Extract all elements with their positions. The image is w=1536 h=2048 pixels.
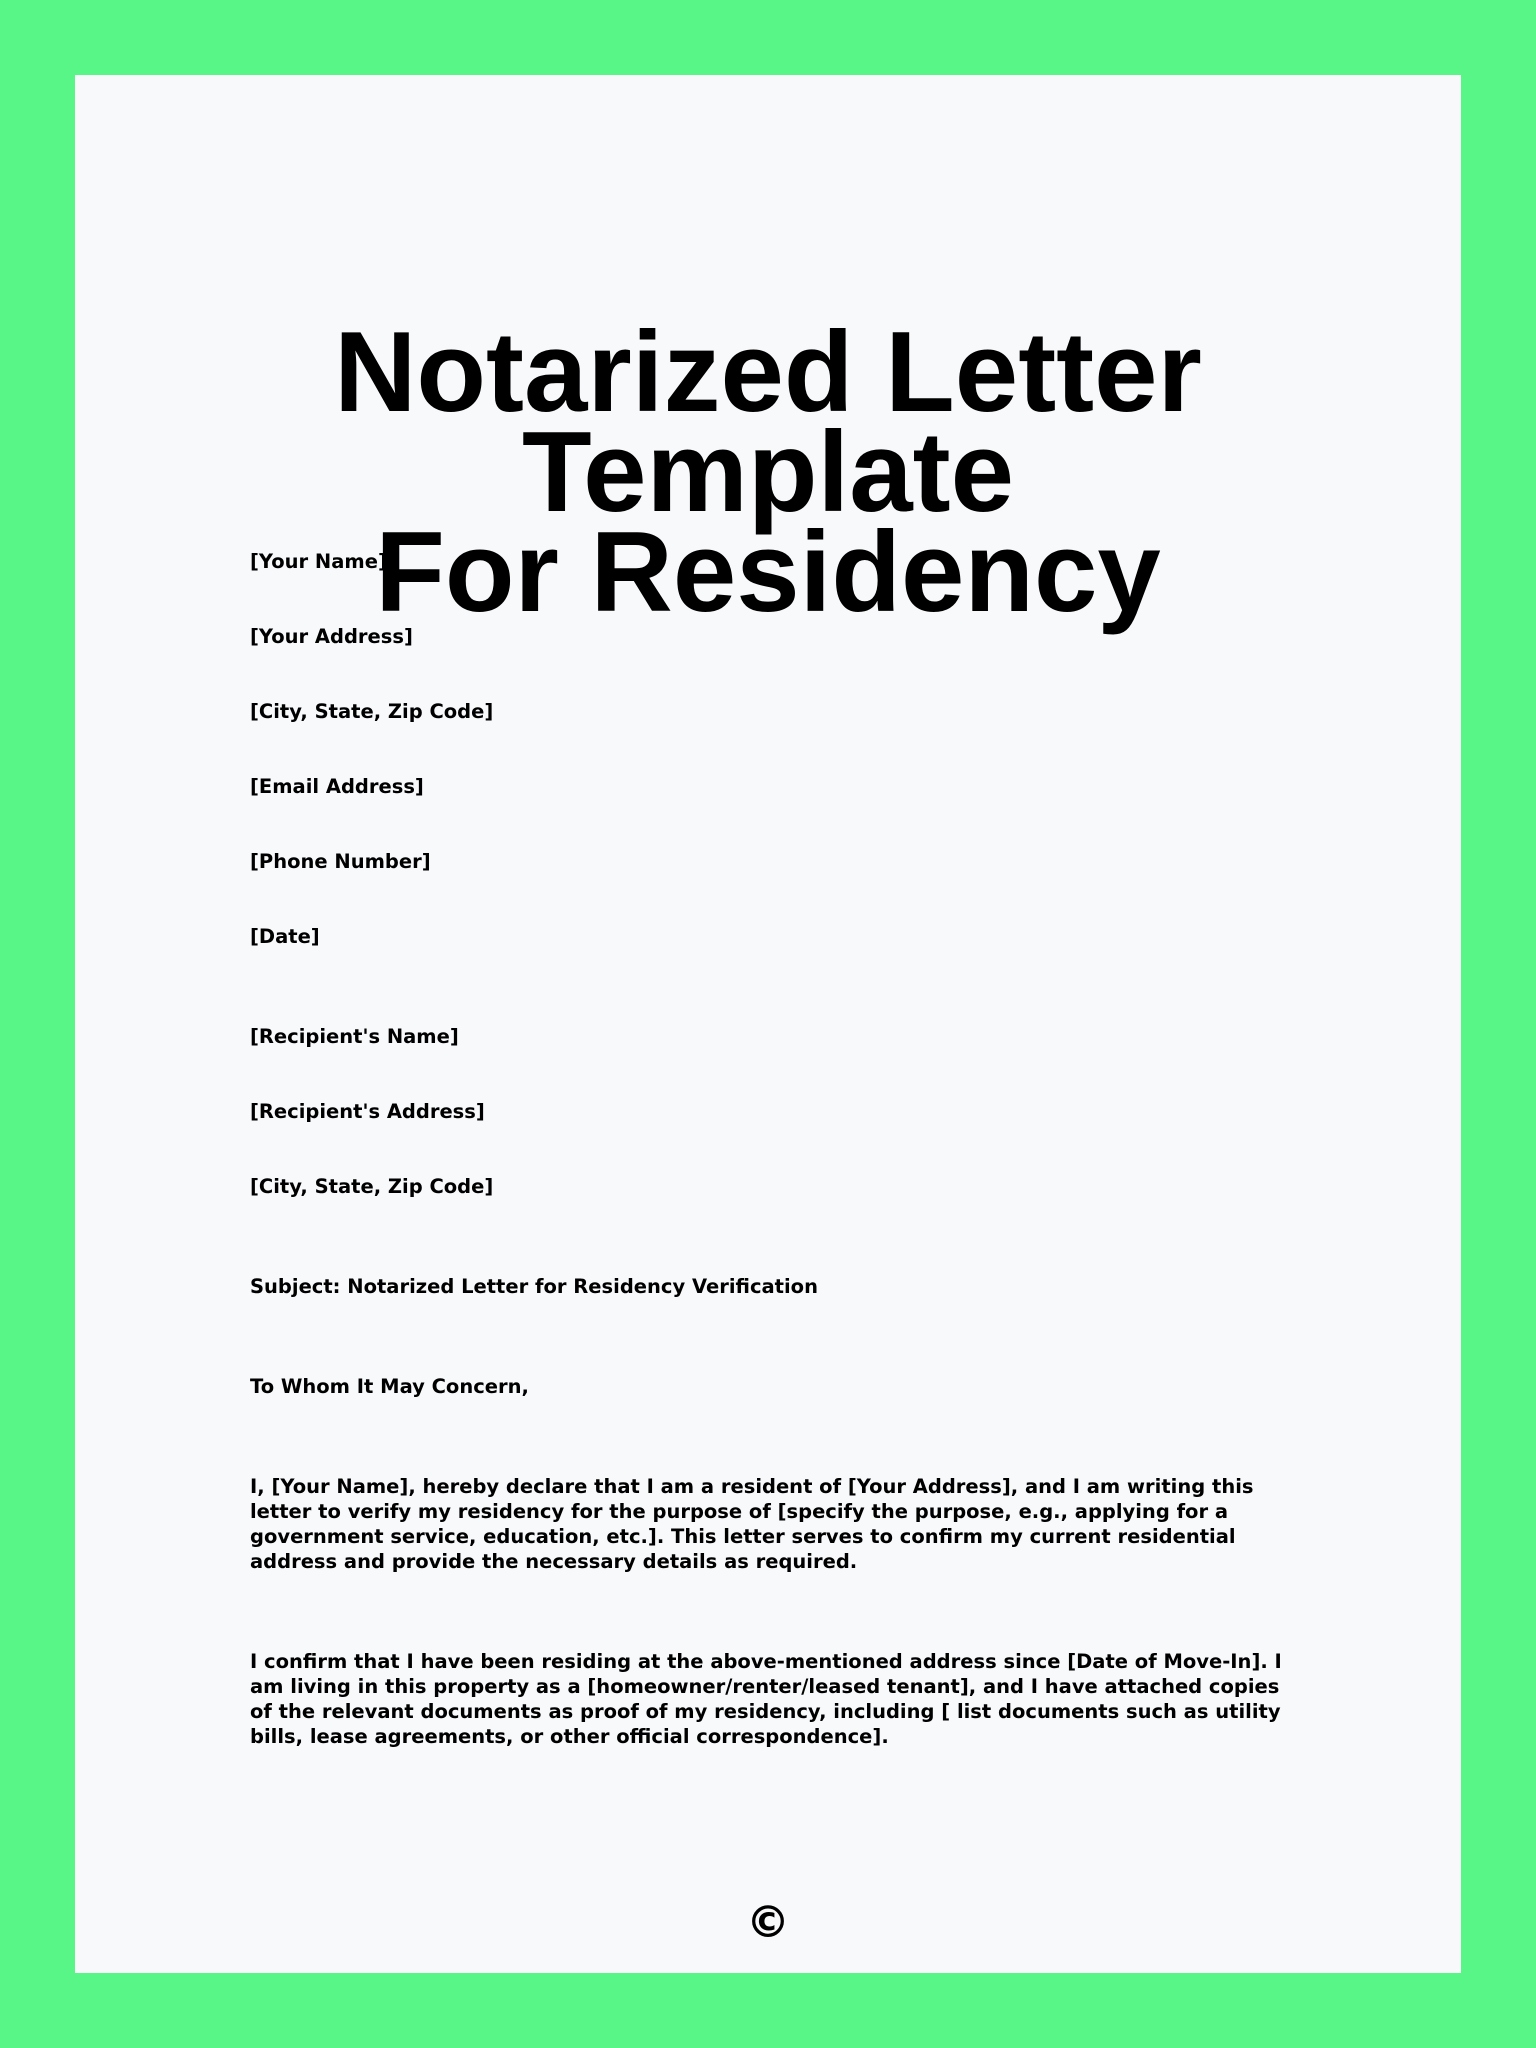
- salutation: To Whom It May Concern,: [250, 1375, 529, 1398]
- document-title: [75, 309, 1461, 636]
- body-paragraph-1: I, [Your Name], hereby declare that I am a resident of [Your Address], and I am writing this letter to verify my residency for the purpose of [specify the purpose, e.g., applying for a government service, education, etc.]. This letter serves to confirm my current residential address and provide the necessary details as required.: [250, 1475, 1254, 1573]
- sender-email: [Email Address]: [250, 775, 424, 798]
- recipient-name: [Recipient's Name]: [250, 1025, 459, 1048]
- title-line-2: For Residency: [375, 509, 1161, 636]
- subject-line: Subject: Notarized Letter for Residency Verification: [250, 1275, 818, 1298]
- sender-city-state-zip: [City, State, Zip Code]: [250, 700, 494, 723]
- title-line-1: Notarized Letter Template: [334, 309, 1202, 536]
- letter-date: [Date]: [250, 925, 320, 948]
- recipient-city-state-zip: [City, State, Zip Code]: [250, 1175, 494, 1198]
- document-page: [75, 75, 1461, 1973]
- sender-address: [Your Address]: [250, 625, 413, 648]
- recipient-address: [Recipient's Address]: [250, 1100, 485, 1123]
- body-paragraph-2: I confirm that I have been residing at the above-mentioned address since [Date of Move-In]. I am living in this property as a [homeowner/renter/leased tenant], and I have attached copies of the relevant documents as proof of my residency, including [ list documents such as utility bills, lease agreements, or other official correspondence].: [250, 1650, 1282, 1748]
- sender-phone: [Phone Number]: [250, 850, 431, 873]
- sender-name: [Your Name]: [250, 550, 387, 573]
- copyright-icon: ©: [746, 1897, 790, 1948]
